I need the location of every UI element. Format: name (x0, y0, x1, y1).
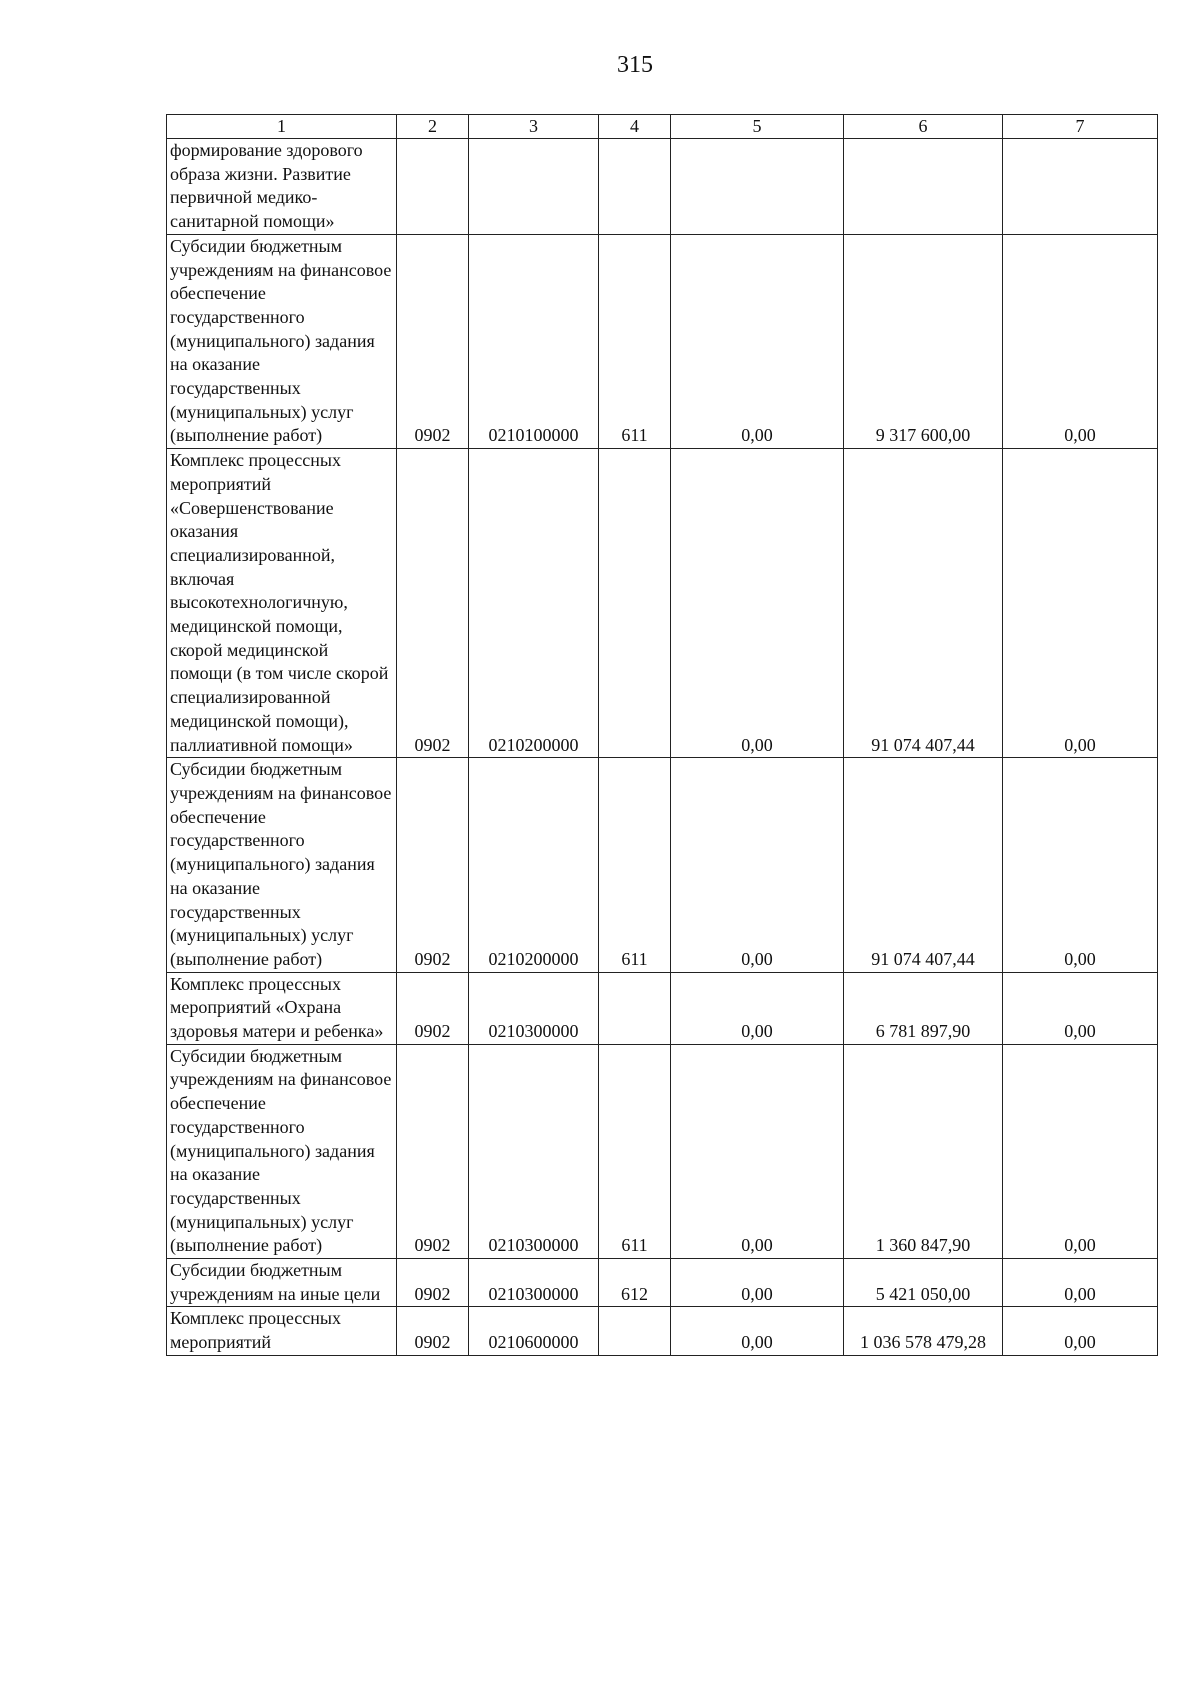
row-col6: 1 036 578 479,28 (844, 1307, 1003, 1355)
row-section: 0902 (397, 1259, 469, 1307)
row-col5: 0,00 (671, 1044, 844, 1258)
row-col5: 0,00 (671, 449, 844, 758)
row-col7: 0,00 (1003, 1259, 1158, 1307)
row-type (599, 139, 671, 235)
row-type: 611 (599, 1044, 671, 1258)
row-target: 0210300000 (469, 1259, 599, 1307)
row-col7: 0,00 (1003, 449, 1158, 758)
row-target (469, 139, 599, 235)
row-col6: 5 421 050,00 (844, 1259, 1003, 1307)
table-row (167, 1044, 1158, 1258)
row-target: 0210200000 (469, 758, 599, 972)
row-target: 0210300000 (469, 972, 599, 1044)
budget-table (166, 114, 1158, 1356)
row-col7: 0,00 (1003, 1044, 1158, 1258)
row-col7 (1003, 139, 1158, 235)
row-col7: 0,00 (1003, 972, 1158, 1044)
table-row (167, 972, 1158, 1044)
row-section: 0902 (397, 972, 469, 1044)
table-row (167, 1307, 1158, 1355)
column-header-5: 5 (671, 115, 844, 139)
row-col7: 0,00 (1003, 758, 1158, 972)
row-col5: 0,00 (671, 234, 844, 448)
row-col7: 0,00 (1003, 1307, 1158, 1355)
column-header-6: 6 (844, 115, 1003, 139)
row-col5: 0,00 (671, 758, 844, 972)
row-name: Субсидии бюджетным учреждениям на финансовое обеспечение государственного (муниципального) задания на оказание государственных (муниципальных) услуг (выполнение работ) (167, 1044, 397, 1258)
table-row (167, 758, 1158, 972)
row-name: Субсидии бюджетным учреждениям на финансовое обеспечение государственного (муниципального) задания на оказание государственных (муниципальных) услуг (выполнение работ) (167, 758, 397, 972)
row-col5: 0,00 (671, 1307, 844, 1355)
row-type: 611 (599, 234, 671, 448)
row-name: Субсидии бюджетным учреждениям на финансовое обеспечение государственного (муниципального) задания на оказание государственных (муниципальных) услуг (выполнение работ) (167, 234, 397, 448)
page-number: 315 (617, 52, 653, 78)
row-target: 0210300000 (469, 1044, 599, 1258)
table-row (167, 449, 1158, 758)
row-col5 (671, 139, 844, 235)
table-row (167, 139, 1158, 235)
row-name: Комплекс процессных мероприятий «Совершенствование оказания специализированной, включая высокотехнологичную, медицинской помощи, скорой медицинской помощи (в том числе скорой специализированной медицинской помощи), паллиативной помощи» (167, 449, 397, 758)
row-col6: 6 781 897,90 (844, 972, 1003, 1044)
row-col6: 91 074 407,44 (844, 758, 1003, 972)
column-header-1: 1 (167, 115, 397, 139)
row-type (599, 1307, 671, 1355)
row-type (599, 972, 671, 1044)
row-type (599, 449, 671, 758)
row-col6 (844, 139, 1003, 235)
row-name: Комплекс процессных мероприятий (167, 1307, 397, 1355)
row-col7: 0,00 (1003, 234, 1158, 448)
table-row (167, 234, 1158, 448)
row-name: формирование здорового образа жизни. Развитие первичной медико-санитарной помощи» (167, 139, 397, 235)
row-target: 0210600000 (469, 1307, 599, 1355)
row-col5: 0,00 (671, 972, 844, 1044)
row-section: 0902 (397, 1307, 469, 1355)
row-section: 0902 (397, 1044, 469, 1258)
row-col6: 91 074 407,44 (844, 449, 1003, 758)
row-col6: 9 317 600,00 (844, 234, 1003, 448)
row-target: 0210200000 (469, 449, 599, 758)
row-col6: 1 360 847,90 (844, 1044, 1003, 1258)
row-section: 0902 (397, 449, 469, 758)
row-target: 0210100000 (469, 234, 599, 448)
column-header-7: 7 (1003, 115, 1158, 139)
column-header-2: 2 (397, 115, 469, 139)
column-header-3: 3 (469, 115, 599, 139)
column-header-4: 4 (599, 115, 671, 139)
row-name: Субсидии бюджетным учреждениям на иные цели (167, 1259, 397, 1307)
row-name: Комплекс процессных мероприятий «Охрана здоровья матери и ребенка» (167, 972, 397, 1044)
row-section: 0902 (397, 234, 469, 448)
row-type: 612 (599, 1259, 671, 1307)
row-section: 0902 (397, 758, 469, 972)
row-type: 611 (599, 758, 671, 972)
row-section (397, 139, 469, 235)
header-row (167, 115, 1158, 139)
table-row (167, 1259, 1158, 1307)
row-col5: 0,00 (671, 1259, 844, 1307)
